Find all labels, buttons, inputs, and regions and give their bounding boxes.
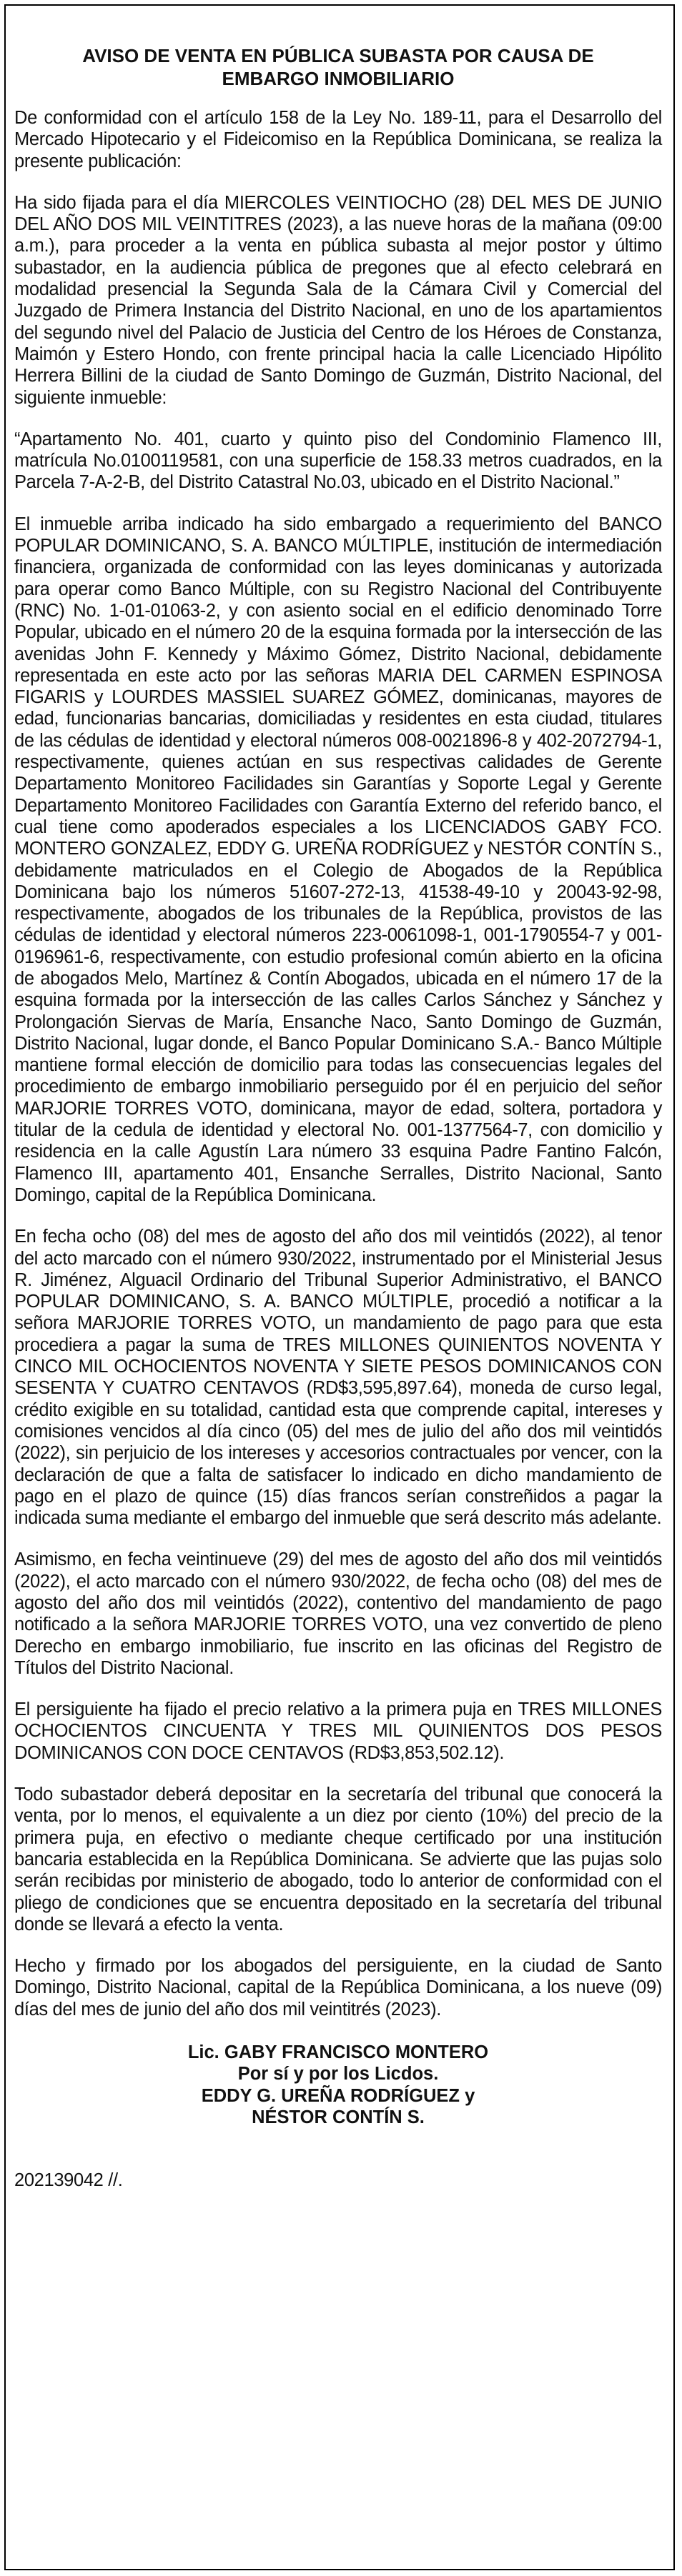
title-line-1: AVISO DE VENTA EN PÚBLICA SUBASTA POR CAUSA DE [82,45,594,66]
signature-block [14,2042,662,2128]
paragraph-registration: Asimismo, en fecha veintinueve (29) del mes de agosto del año dos mil veintidós (2022), el acto marcado con el número 930/2022, de fecha ocho (08) del mes de agosto del año dos mil veintidós (2022), contentivo del mandamiento de pago notificado a la señora MARJORIE TORRES VOTO, una vez convertido de pleno Derecho en embargo inmobiliario, fue inscrito en las oficinas del Registro de Títulos del Distrito Nacional. [14,1549,662,1678]
signature-line-2: Por sí y por los Licdos. [237,2064,439,2085]
notice-title [14,44,662,90]
signature-line-3: EDDY G. UREÑA RODRÍGUEZ y [201,2085,475,2106]
paragraph-legal-basis: De conformidad con el artículo 158 de la Ley No. 189-11, para el Desarrollo del Mercado Hipotecario y el Fideicomiso en la República Dominicana, se realiza la presente publicación: [14,108,662,171]
paragraph-bidder-deposit: Todo subastador deberá depositar en la secretaría del tribunal que conocerá la venta, por lo menos, el equivalente a un diez por ciento (10%) del precio de la primera puja, en efectivo o mediante cheque certificado por una institución bancaria establecida en la República Dominicana. Se advierte que las pujas solo serán recibidas por ministerio de abogado, todo lo anterior de conformidad con el pliego de condiciones que se encuentra depositado en la secretaría del tribunal donde se llevará a efecto la venta. [14,1784,662,1935]
signature-line-4: NÉSTOR CONTÍN S. [252,2107,425,2127]
reference-number: 202139042 //. [14,2170,123,2191]
title-line-2: EMBARGO INMOBILIARIO [222,68,455,89]
paragraph-signing-statement: Hecho y firmado por los abogados del persiguiente, en la ciudad de Santo Domingo, Distrito Nacional, capital de la República Dominicana, a los nueve (09) días del mes de junio del año dos mil veintitrés (2023). [14,1956,662,2020]
notice-frame [4,4,675,2570]
paragraph-first-bid-price: El persiguiente ha fijado el precio relativo a la primera puja en TRES MILLONES OCHOCIENTOS CINCUENTA Y TRES MIL QUINIENTOS DOS PESOS DOMINICANOS CON DOCE CENTAVOS (RD$3,853,502.12). [14,1699,662,1763]
paragraph-auction-date: Ha sido fijada para el día MIERCOLES VEINTIOCHO (28) DEL MES DE JUNIO DEL AÑO DOS MIL VEINTITRES (2023), a las nueve horas de la mañana (09:00 a.m.), para proceder a la venta en pública subasta al mejor postor y último subastador, en la audiencia pública de pregones que al efecto celebrará en modalidad presencial la Segunda Sala de la Cámara Civil y Comercial del Juzgado de Primera Instancia del Distrito Nacional, en uno de los apartamientos del segundo nivel del Palacio de Justicia del Centro de los Héroes de Constanza, Maimón y Estero Hondo, con frente principal hacia la calle Licenciado Hipólito Herrera Billini de la ciudad de Santo Domingo de Guzmán, Distrito Nacional, del siguiente inmueble: [14,192,662,408]
signature-line-1: Lic. GABY FRANCISCO MONTERO [187,2042,489,2063]
notice-body [14,44,662,2192]
paragraph-payment-order: En fecha ocho (08) del mes de agosto del año dos mil veintidós (2022), al tenor del acto marcado con el número 930/2022, instrumentado por el Ministerial Jesus R. Jiménez, Alguacil Ordinario del Tribunal Superior Administrativo, el BANCO POPULAR DOMINICANO, S. A. BANCO MÚLTIPLE, procedió a notificar a la señora MARJORIE TORRES VOTO, un mandamiento de pago para que esta procediera a pagar la suma de TRES MILLONES QUINIENTOS NOVENTA Y CINCO MIL OCHOCIENTOS NOVENTA Y SIETE PESOS DOMINICANOS CON SESENTA Y CUATRO CENTAVOS (RD$3,595,897.64), moneda de curso legal, crédito exigible en su totalidad, cantidad esta que comprende capital, intereses y comisiones vencidos al día cinco (05) del mes de julio del año dos mil veintidós (2022), sin perjuicio de los intereses y accesorios contractuales por vencer, con la declaración de que a falta de satisfacer lo indicado en dicho mandamiento de pago en el plazo de quince (15) días francos serían constreñidos a pagar la indicada suma mediante el embargo del inmueble que será descrito más adelante. [14,1227,662,1529]
paragraph-seizing-party: El inmueble arriba indicado ha sido embargado a requerimiento del BANCO POPULAR DOMINICANO, S. A. BANCO MÚLTIPLE, institución de intermediación financiera, organizada de conformidad con las leyes dominicanas y autorizada para operar como Banco Múltiple, con su Registro Nacional del Contribuyente (RNC) No. 1-01-01063-2, y con asiento social en el edificio denominado Torre Popular, ubicado en el número 20 de la esquina formada por la intersección de las avenidas John F. Kennedy y Máximo Gómez, Distrito Nacional, debidamente representada en este acto por las señoras MARIA DEL CARMEN ESPINOSA FIGARIS y LOURDES MASSIEL SUAREZ GÓMEZ, dominicanas, mayores de edad, funcionarias bancarias, domiciliadas y residentes en esta ciudad, titulares de las cédulas de identidad y electoral números 008-0021896-8 y 402-2072794-1, respectivamente, quienes actúan en sus respectivas calidades de Gerente Departamento Monitoreo Facilidades sin Garantías y Soporte Legal y Gerente Departamento Monitoreo Facilidades con Garantía Externo del referido banco, el cual tiene como apoderados especiales a los LICENCIADOS GABY FCO. MONTERO GONZALEZ, EDDY G. UREÑA RODRÍGUEZ y NESTÓR CONTÍN S., debidamente matriculados en el Colegio de Abogados de la República Dominicana bajo los números 51607-272-13, 41538-49-10 y 20043-92-98, respectivamente, abogados de los tribunales de la República, provistos de las cédulas de identidad y electoral números 223-0061098-1, 001-1790554-7 y 001-0196961-6, respectivamente, con estudio profesional común abierto en la oficina de abogados Melo, Martínez & Contín Abogados, ubicada en el número 17 de la esquina formada por la intersección de las calles Carlos Sánchez y Sánchez y Prolongación Siervas de María, Ensanche Naco, Santo Domingo de Guzmán, Distrito Nacional, lugar donde, el Banco Popular Dominicano S.A.- Banco Múltiple mantiene formal elección de domicilio para todas las consecuencias legales del procedimiento de embargo inmobiliario perseguido por él en perjuicio del señor MARJORIE TORRES VOTO, dominicana, mayor de edad, soltera, portadora y titular de la cedula de identidad y electoral No. 001-1377564-7, con domicilio y residencia en la calle Agustín Lara número 33 esquina Padre Fantino Falcón, Flamenco III, apartamento 401, Ensanche Serralles, Distrito Nacional, Santo Domingo, capital de la República Dominicana. [14,514,662,1205]
paragraph-property-description: “Apartamento No. 401, cuarto y quinto piso del Condominio Flamenco III, matrícula No.0100119581, con una superficie de 158.33 metros cuadrados, en la Parcela 7-A-2-B, del Distrito Catastral No.03, ubicado en el Distrito Nacional.” [14,429,662,493]
